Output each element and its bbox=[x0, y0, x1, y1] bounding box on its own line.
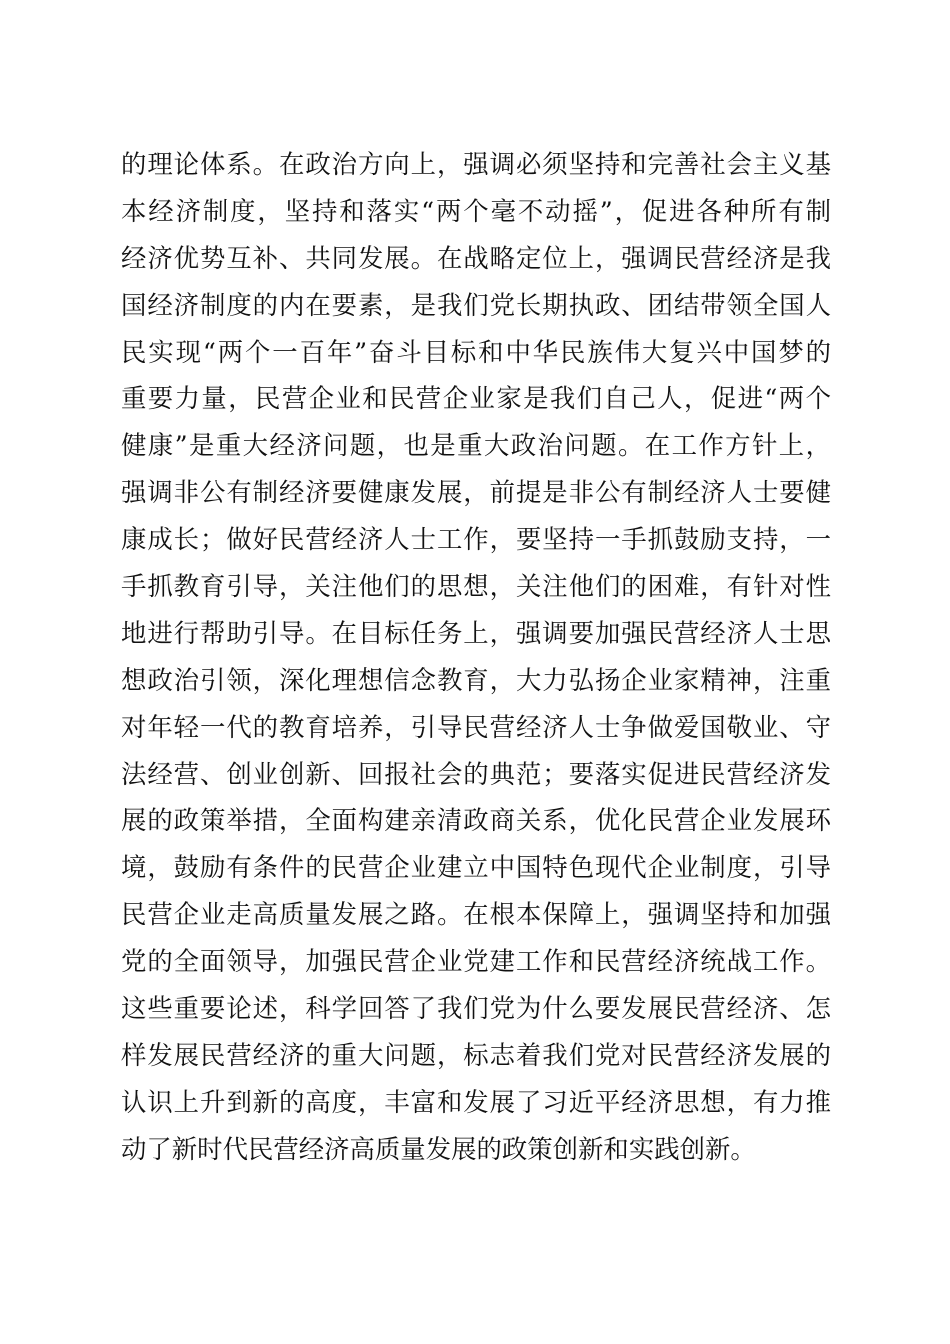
text-line: 经济优势互补、共同发展。在战略定位上，强调民营经济是我 bbox=[121, 242, 831, 273]
text-line: 境，鼓励有条件的民营企业建立中国特色现代企业制度，引导 bbox=[121, 852, 831, 883]
text-line: 强调非公有制经济要健康发展，前提是非公有制经济人士要健 bbox=[121, 477, 831, 508]
text-line: 地进行帮助引导。在目标任务上，强调要加强民营经济人士思 bbox=[121, 617, 831, 648]
body-text bbox=[121, 141, 831, 1173]
text-line: 手抓教育引导，关注他们的思想，关注他们的困难，有针对性 bbox=[121, 571, 831, 602]
text-line: 重要力量，民营企业和民营企业家是我们自己人，促进“两个 bbox=[121, 383, 831, 414]
text-line: 展的政策举措，全面构建亲清政商关系，优化民营企业发展环 bbox=[121, 805, 831, 836]
text-line: 本经济制度，坚持和落实“两个毫不动摇”，促进各种所有制 bbox=[121, 195, 831, 226]
text-line: 法经营、创业创新、回报社会的典范；要落实促进民营经济发 bbox=[121, 758, 831, 789]
text-line: 民实现“两个一百年”奋斗目标和中华民族伟大复兴中国梦的 bbox=[121, 336, 831, 367]
text-line: 样发展民营经济的重大问题，标志着我们党对民营经济发展的 bbox=[121, 1039, 831, 1070]
text-line: 的理论体系。在政治方向上，强调必须坚持和完善社会主义基 bbox=[121, 149, 831, 179]
text-line: 健康”是重大经济问题，也是重大政治问题。在工作方针上， bbox=[121, 430, 831, 461]
text-line: 国经济制度的内在要素，是我们党长期执政、团结带领全国人 bbox=[121, 289, 831, 320]
text-line-last: 动了新时代民营经济高质量发展的政策创新和实践创新。 bbox=[121, 1133, 756, 1164]
text-line: 想政治引领，深化理想信念教育，大力弘扬企业家精神，注重 bbox=[121, 664, 831, 695]
text-line: 这些重要论述，科学回答了我们党为什么要发展民营经济、怎 bbox=[121, 993, 831, 1024]
text-line: 民营企业走高质量发展之路。在根本保障上，强调坚持和加强 bbox=[121, 899, 831, 930]
text-line: 党的全面领导，加强民营企业党建工作和民营经济统战工作。 bbox=[121, 946, 831, 977]
text-line: 康成长；做好民营经济人士工作，要坚持一手抓鼓励支持，一 bbox=[121, 524, 831, 555]
text-line: 认识上升到新的高度，丰富和发展了习近平经济思想，有力推 bbox=[121, 1086, 831, 1117]
text-line: 对年轻一代的教育培养，引导民营经济人士争做爱国敬业、守 bbox=[121, 711, 831, 742]
